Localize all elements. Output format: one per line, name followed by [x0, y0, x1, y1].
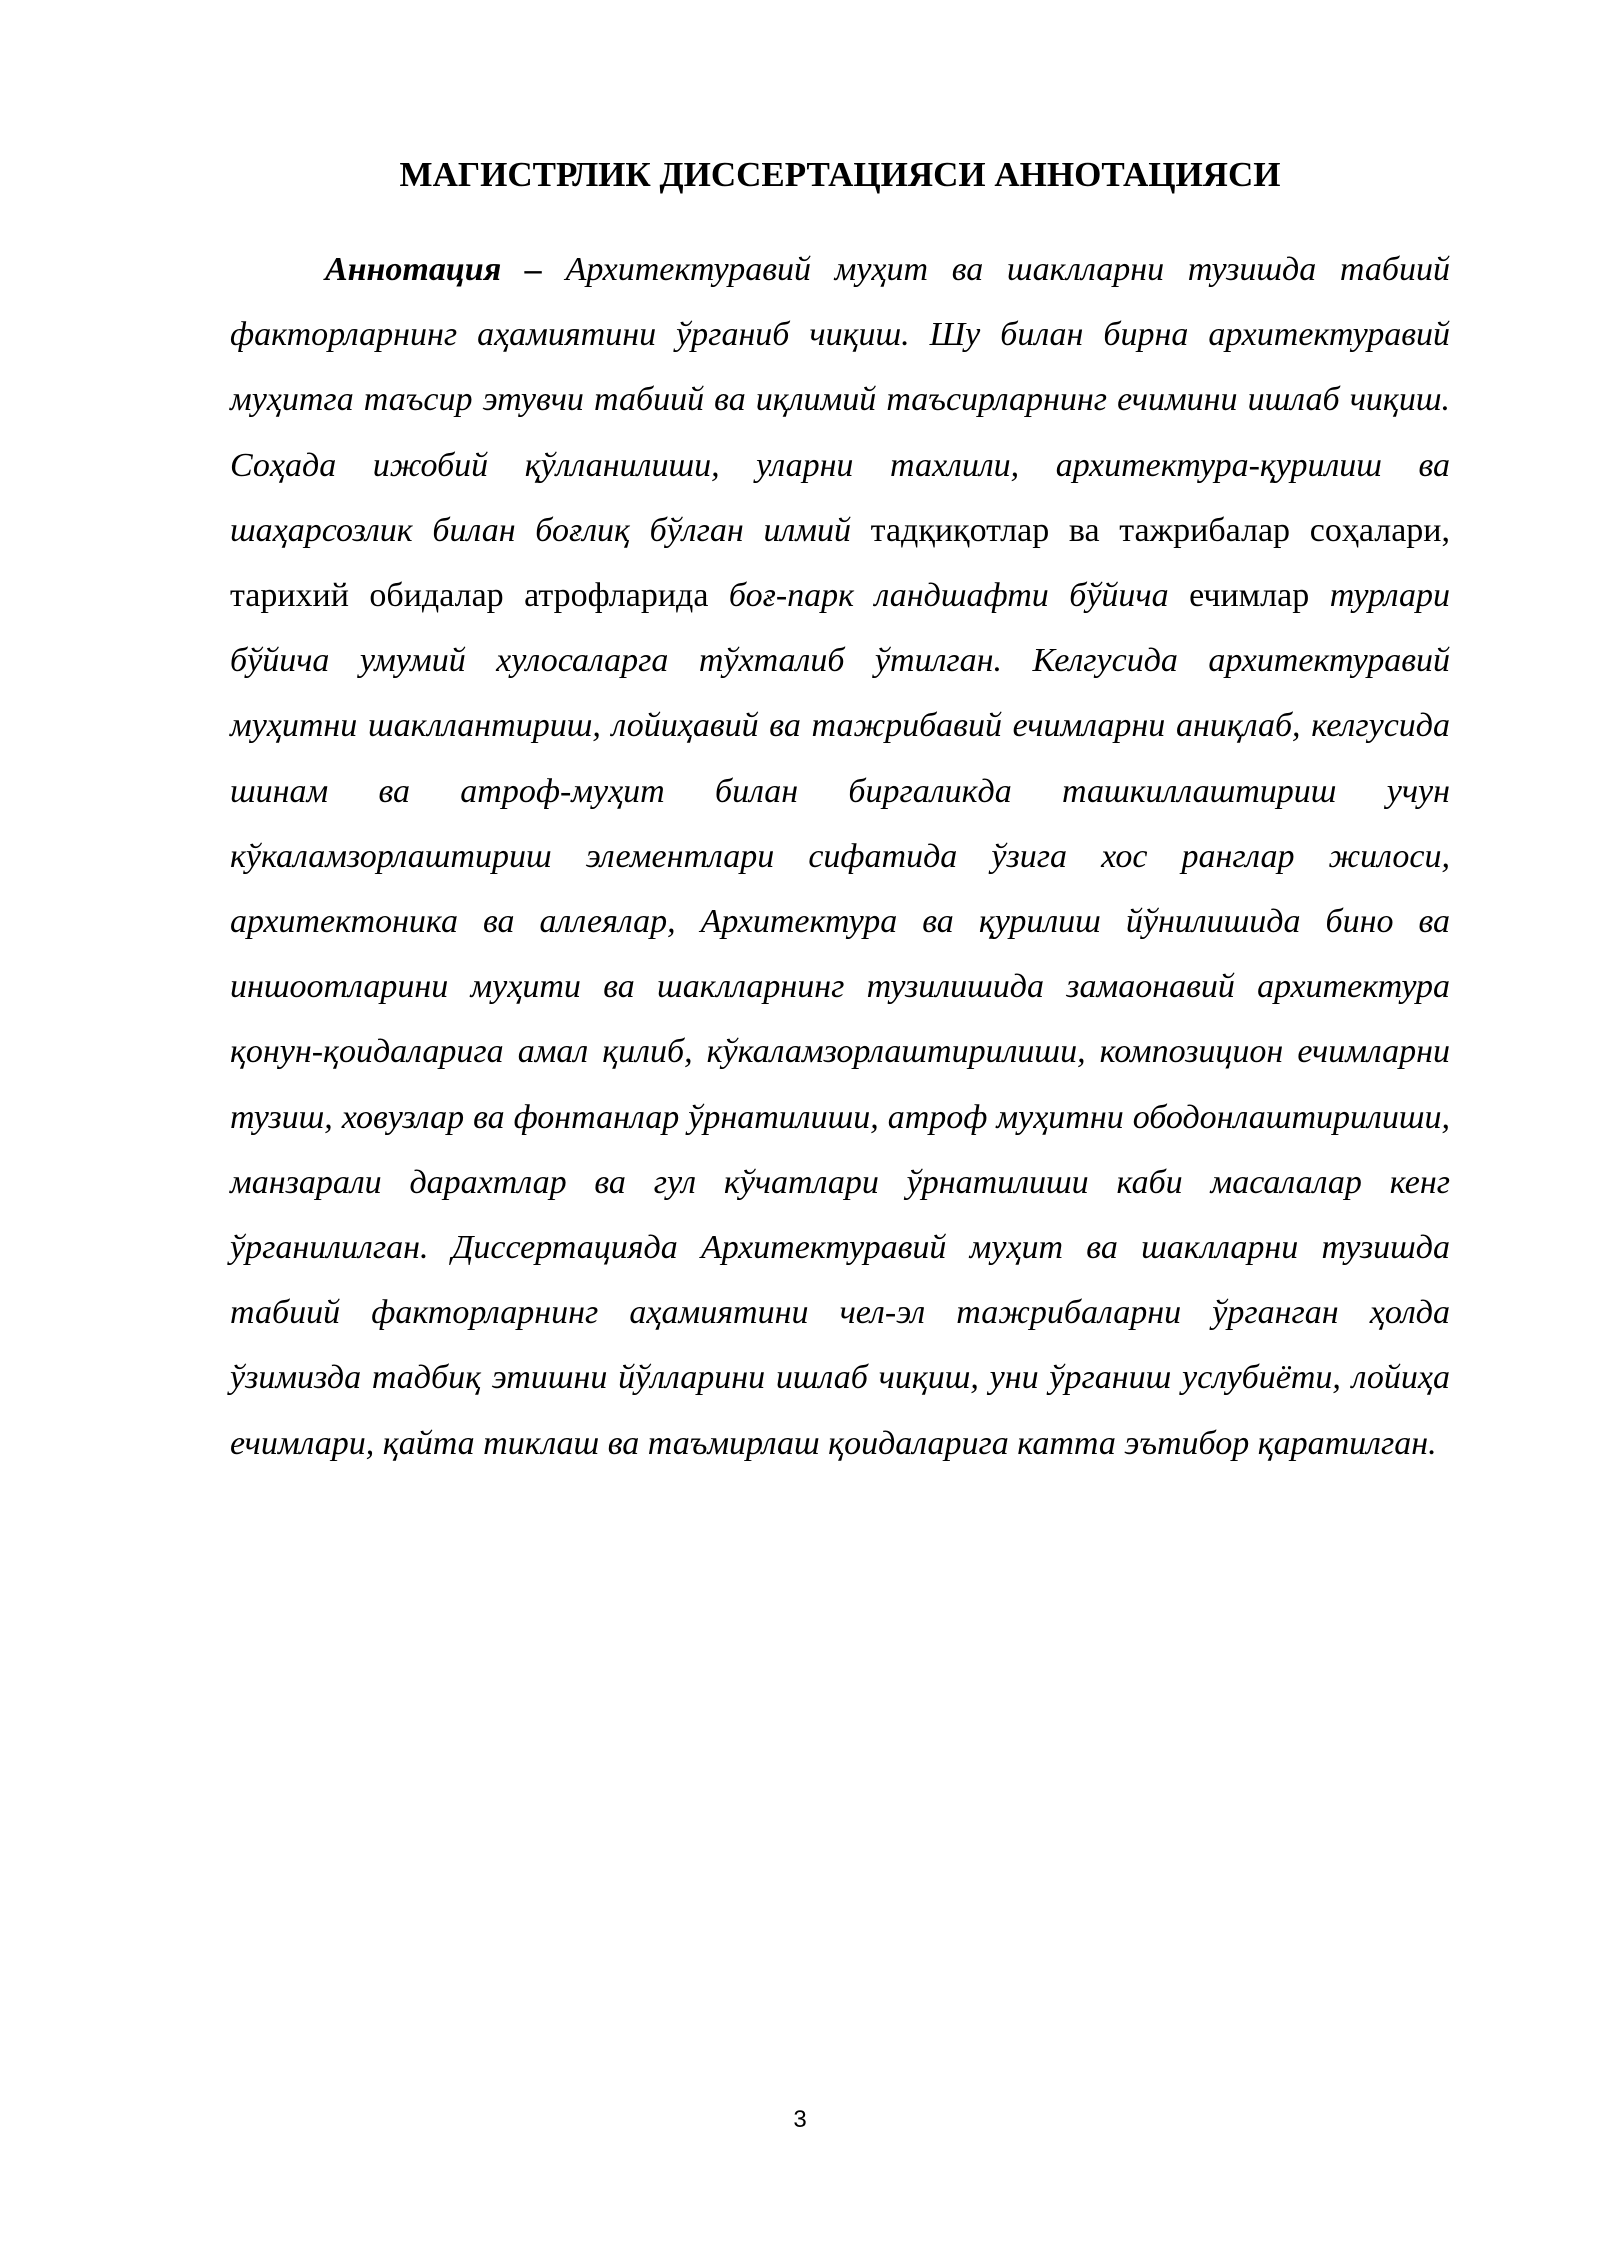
abstract-text-italic-2: боғ-парк ландшафти бўйича: [728, 577, 1190, 615]
page-title: МАГИСТРЛИК ДИССЕРТАЦИЯСИ АННОТАЦИЯСИ: [399, 155, 1281, 194]
abstract-paragraph: [230, 237, 1450, 1476]
abstract-lead: Аннотация: [325, 251, 502, 288]
abstract-text-upright-2: ечимлар: [1189, 577, 1330, 615]
abstract-text-italic-1: Архитектуравий муҳит ва шаклларни тузишда табиий факторларнинг аҳамиятини ўрганиб чиқиш. Шу билан бирна архитектуравий муҳитга таъсир этувчи табиий ва иқлимий таъсирларнинг ечимини ишлаб чиқиш. Соҳада ижобий қўлланилиши, уларни тахлили, архитектура-қурилиш ва шаҳарсозлик билан боғлиқ бўлган илмий: [230, 251, 1450, 549]
abstract-text-upright-1: тадқиқотлар ва тажрибалар соҳалари, тарихий обидалар атрофларида: [230, 511, 1450, 615]
abstract-dash: –: [501, 251, 566, 288]
abstract-text-italic-3: турлари бўйича умумий хулосаларга тўхталиб ўтилган. Келгусида архитектуравий муҳитни шакллантириш, лойиҳавий ва тажрибавий ечимларни аниқлаб, келгусида шинам ва атроф-муҳит билан биргаликда ташкиллаштириш учун кўкаламзорлаштириш элементлари сифатида ўзига хос ранглар жилоси, архитектоника ва аллеялар, Архитектура ва қурилиш йўнилишида бино ва иншоотларини муҳити ва шаклларнинг тузилишида замаонавий архитектура қонун-қоидаларига амал қилиб, кўкаламзорлаштирилиши, композицион ечимларни тузиш, ховузлар ва фонтанлар ўрнатилиши, атроф муҳитни ободонлаштирилиши, манзарали дарахтлар ва гул кўчатлари ўрнатилиши каби масалалар кенг ўрганилилган. Диссертацияда Архитектуравий муҳит ва шаклларни тузишда табиий факторларнинг аҳамиятини чел-эл тажрибаларни ўрганган ҳолда ўзимизда тадбиқ этишни йўлларини ишлаб чиқиш, уни ўрганиш услубиёти, лойиҳа ечимлари, қайта тиклаш ва таъмирлаш қоидаларига катта эътибор қаратилган.: [230, 577, 1450, 1462]
page-number: 3: [793, 2106, 807, 2133]
